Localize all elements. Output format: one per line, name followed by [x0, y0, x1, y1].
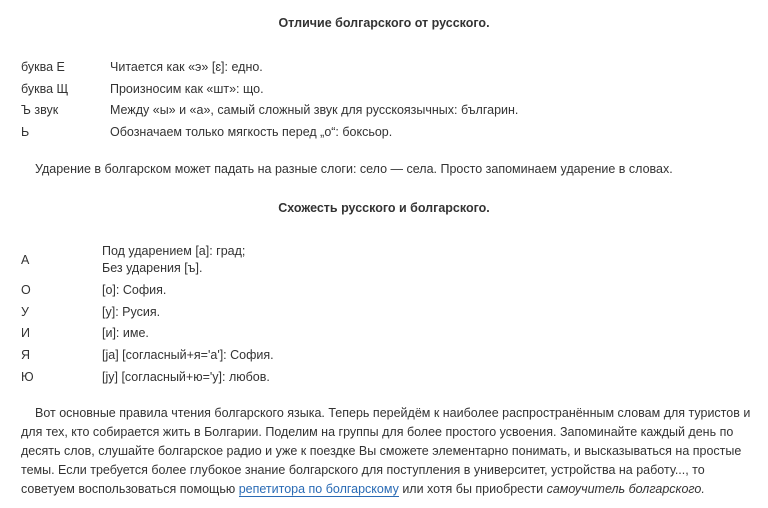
self-study-book-text: самоучитель болгарского. — [546, 482, 705, 496]
row-letter: буква Е — [21, 60, 65, 74]
row-letter: И — [21, 326, 30, 340]
section2-title: Схожесть русского и болгарского. — [278, 201, 490, 215]
row-description: Между «ы» и «а», самый сложный звук для русскоязычных: българин. — [110, 103, 519, 117]
row-description: [ja] [согласный+я='а']: София. — [102, 348, 274, 362]
row-description: Произносим как «шт»: що. — [110, 82, 264, 96]
row-letter: Ь — [21, 125, 30, 139]
row-letter: У — [21, 305, 29, 319]
row-description: [и]: име. — [102, 326, 149, 340]
stress-note: Ударение в болгарском может падать на разные слоги: село — села. Просто запоминаем ударение в словах. — [35, 162, 673, 176]
row-description: Читается как «э» [ɛ]: едно. — [110, 60, 263, 74]
row-description: Обозначаем только мягкость перед „о“: боксьор. — [110, 125, 393, 139]
row-description-line2: Без ударения [ъ]. — [102, 261, 203, 275]
row-letter: О — [21, 283, 31, 297]
row-description: [о]: София. — [102, 283, 167, 297]
closing-paragraph — [21, 404, 761, 499]
row-letter: А — [21, 253, 30, 267]
row-letter: буква Щ — [21, 82, 69, 96]
section1-title: Отличие болгарского от русского. — [278, 16, 490, 30]
row-description: [jу] [согласный+ю='у]: любов. — [102, 370, 270, 384]
paragraph-text-after-link: или хотя бы приобрести — [398, 482, 547, 496]
row-description-line1: Под ударением [а]: град; — [102, 244, 246, 258]
row-letter: Ю — [21, 370, 34, 384]
row-letter: Я — [21, 348, 31, 362]
row-description: [у]: Русия. — [102, 305, 161, 319]
paragraph-text: Вот основные правила чтения болгарского языка. Теперь перейдём к наиболее распространённым словам для туристов и для тех, кто собирается жить в Болгарии. Поделим на группы для более простого усвоения. Запоминайте каждый день по десять слов, слушайте болгарское радио и уже к поездке Вы сможете элементарно понимать, и высказываться на простые темы. Если требуется более глубокое знание болгарского для поступления в университет, устройства на работу..., то советуем воспользоваться помощью — [21, 406, 751, 496]
tutor-link[interactable]: репетитора по болгарскому — [238, 482, 399, 496]
row-letter: Ъ звук — [21, 103, 59, 117]
section2-row-a — [0, 243, 400, 277]
